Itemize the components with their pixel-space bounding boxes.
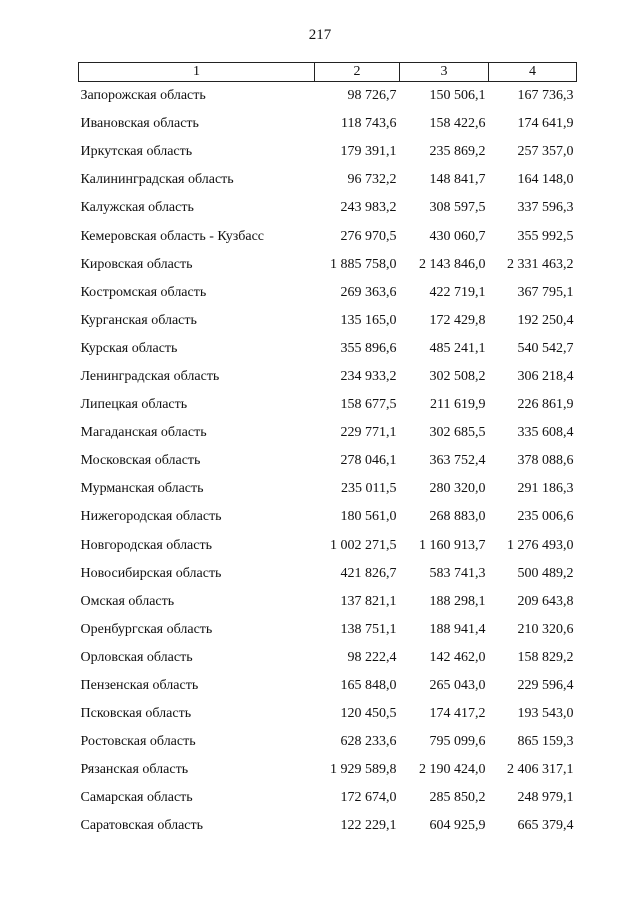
table-row — [79, 560, 577, 588]
region-name-cell: Псковская область — [80, 706, 192, 722]
value-col-3-cell: 1 160 913,7 — [419, 537, 486, 553]
value-col-3-cell: 148 841,7 — [429, 172, 486, 188]
value-col-4-cell: 209 643,8 — [517, 593, 574, 609]
value-col-2-cell: 278 046,1 — [340, 453, 397, 469]
value-col-2-cell: 122 229,1 — [340, 818, 397, 834]
region-name-cell: Новгородская область — [80, 537, 212, 553]
table-row — [79, 475, 577, 503]
region-name-cell: Самарская область — [80, 790, 193, 806]
table-row — [79, 82, 577, 111]
table-row — [79, 138, 577, 166]
table-row — [79, 812, 577, 840]
table-row — [79, 672, 577, 700]
value-col-3-cell: 235 869,2 — [429, 144, 486, 160]
value-col-2-cell: 276 970,5 — [340, 228, 397, 244]
table-row — [79, 307, 577, 335]
region-name-cell: Омская область — [80, 593, 175, 609]
table-row — [79, 503, 577, 531]
value-col-2-cell: 269 363,6 — [340, 284, 397, 300]
data-table — [78, 62, 577, 841]
table-row — [79, 251, 577, 279]
value-col-4-cell: 335 608,4 — [517, 425, 574, 441]
value-col-4-cell: 865 159,3 — [517, 734, 574, 750]
header-row — [79, 63, 577, 82]
value-col-2-cell: 120 450,5 — [340, 706, 397, 722]
value-col-3-cell: 795 099,6 — [429, 734, 486, 750]
value-col-4-cell: 229 596,4 — [517, 678, 574, 694]
region-name-cell: Курганская область — [80, 312, 197, 328]
region-name-cell: Кемеровская область - Кузбасс — [80, 228, 265, 244]
table-row — [79, 532, 577, 560]
value-col-2-cell: 628 233,6 — [340, 734, 397, 750]
region-name-cell: Ивановская область — [80, 116, 199, 132]
table-row — [79, 756, 577, 784]
value-col-3-cell: 174 417,2 — [429, 706, 486, 722]
column-header-2: 2 — [315, 63, 400, 82]
value-col-4-cell: 291 186,3 — [517, 481, 574, 497]
value-col-2-cell: 138 751,1 — [340, 621, 397, 637]
value-col-4-cell: 174 641,9 — [517, 116, 574, 132]
region-name-cell: Калужская область — [80, 200, 194, 216]
column-header-1: 1 — [79, 63, 315, 82]
table-row — [79, 447, 577, 475]
value-col-2-cell: 229 771,1 — [340, 425, 397, 441]
value-col-2-cell: 179 391,1 — [340, 144, 397, 160]
value-col-4-cell: 192 250,4 — [517, 312, 574, 328]
table-row — [79, 279, 577, 307]
column-header-3: 3 — [400, 63, 489, 82]
table-body — [79, 82, 577, 841]
value-col-3-cell: 188 298,1 — [429, 593, 486, 609]
value-col-3-cell: 188 941,4 — [429, 621, 486, 637]
table-row — [79, 644, 577, 672]
value-col-3-cell: 211 619,9 — [430, 397, 486, 413]
value-col-2-cell: 1 929 589,8 — [330, 762, 397, 778]
value-col-4-cell: 540 542,7 — [517, 340, 574, 356]
column-header-4: 4 — [489, 63, 577, 82]
table-row — [79, 335, 577, 363]
region-name-cell: Оренбургская область — [80, 621, 213, 637]
value-col-4-cell: 378 088,6 — [517, 453, 574, 469]
table-row — [79, 363, 577, 391]
value-col-4-cell: 257 357,0 — [517, 144, 574, 160]
table-row — [79, 700, 577, 728]
table-row — [79, 110, 577, 138]
value-col-2-cell: 98 222,4 — [347, 649, 397, 665]
region-name-cell: Саратовская область — [80, 818, 204, 834]
table-row — [79, 728, 577, 756]
value-col-3-cell: 285 850,2 — [429, 790, 486, 806]
table-row — [79, 166, 577, 194]
value-col-3-cell: 2 190 424,0 — [419, 762, 486, 778]
table-row — [79, 588, 577, 616]
value-col-3-cell: 265 043,0 — [429, 678, 486, 694]
region-name-cell: Калининградская область — [80, 172, 234, 188]
value-col-3-cell: 604 925,9 — [429, 818, 486, 834]
value-col-2-cell: 98 726,7 — [347, 88, 397, 104]
value-col-2-cell: 118 743,6 — [341, 116, 397, 132]
value-col-3-cell: 280 320,0 — [429, 481, 486, 497]
table-row — [79, 784, 577, 812]
value-col-4-cell: 158 829,2 — [517, 649, 574, 665]
region-name-cell: Курская область — [80, 340, 178, 356]
table-row — [79, 391, 577, 419]
value-col-3-cell: 158 422,6 — [429, 116, 486, 132]
region-name-cell: Липецкая область — [80, 397, 188, 413]
value-col-2-cell: 421 826,7 — [340, 565, 397, 581]
region-name-cell: Новосибирская область — [80, 565, 222, 581]
region-name-cell: Рязанская область — [80, 762, 189, 778]
value-col-4-cell: 1 276 493,0 — [507, 537, 574, 553]
table-row — [79, 419, 577, 447]
value-col-3-cell: 302 685,5 — [429, 425, 486, 441]
value-col-4-cell: 2 406 317,1 — [507, 762, 574, 778]
region-name-cell: Мурманская область — [80, 481, 204, 497]
value-col-2-cell: 1 002 271,5 — [330, 537, 397, 553]
value-col-3-cell: 422 719,1 — [429, 284, 486, 300]
value-col-4-cell: 367 795,1 — [517, 284, 574, 300]
region-name-cell: Пензенская область — [80, 678, 199, 694]
value-col-2-cell: 243 983,2 — [340, 200, 397, 216]
region-name-cell: Магаданская область — [80, 425, 207, 441]
page-number: 217 — [308, 27, 332, 43]
value-col-2-cell: 1 885 758,0 — [330, 256, 397, 272]
value-col-3-cell: 268 883,0 — [429, 509, 486, 525]
value-col-2-cell: 172 674,0 — [340, 790, 397, 806]
region-name-cell: Запорожская область — [80, 88, 206, 104]
value-col-3-cell: 363 752,4 — [429, 453, 486, 469]
value-col-4-cell: 226 861,9 — [517, 397, 574, 413]
value-col-3-cell: 172 429,8 — [429, 312, 486, 328]
value-col-4-cell: 355 992,5 — [517, 228, 574, 244]
table-row — [79, 194, 577, 222]
value-col-4-cell: 164 148,0 — [517, 172, 574, 188]
value-col-4-cell: 306 218,4 — [517, 368, 574, 384]
value-col-2-cell: 96 732,2 — [347, 172, 397, 188]
table-header — [79, 63, 577, 82]
value-col-2-cell: 135 165,0 — [340, 312, 397, 328]
region-name-cell: Кировская область — [80, 256, 193, 272]
region-name-cell: Ленинградская область — [80, 368, 220, 384]
value-col-2-cell: 180 561,0 — [340, 509, 397, 525]
table-row — [79, 616, 577, 644]
value-col-2-cell: 235 011,5 — [341, 481, 397, 497]
value-col-3-cell: 485 241,1 — [429, 340, 486, 356]
value-col-4-cell: 235 006,6 — [517, 509, 574, 525]
region-name-cell: Орловская область — [80, 649, 193, 665]
region-name-cell: Костромская область — [80, 284, 207, 300]
value-col-2-cell: 137 821,1 — [340, 593, 397, 609]
region-name-cell: Нижегородская область — [80, 509, 222, 525]
value-col-4-cell: 665 379,4 — [517, 818, 574, 834]
value-col-3-cell: 150 506,1 — [429, 88, 486, 104]
table-row — [79, 222, 577, 250]
value-col-4-cell: 248 979,1 — [517, 790, 574, 806]
value-col-2-cell: 158 677,5 — [340, 397, 397, 413]
value-col-4-cell: 210 320,6 — [517, 621, 574, 637]
value-col-3-cell: 302 508,2 — [429, 368, 486, 384]
value-col-3-cell: 2 143 846,0 — [419, 256, 486, 272]
value-col-4-cell: 167 736,3 — [517, 88, 574, 104]
value-col-3-cell: 583 741,3 — [429, 565, 486, 581]
value-col-4-cell: 2 331 463,2 — [507, 256, 574, 272]
region-name-cell: Ростовская область — [80, 734, 196, 750]
value-col-4-cell: 337 596,3 — [517, 200, 574, 216]
value-col-3-cell: 142 462,0 — [429, 649, 486, 665]
value-col-3-cell: 308 597,5 — [429, 200, 486, 216]
value-col-2-cell: 355 896,6 — [340, 340, 397, 356]
value-col-2-cell: 165 848,0 — [340, 678, 397, 694]
value-col-3-cell: 430 060,7 — [429, 228, 486, 244]
value-col-4-cell: 500 489,2 — [517, 565, 574, 581]
region-name-cell: Московская область — [80, 453, 201, 469]
value-col-2-cell: 234 933,2 — [340, 368, 397, 384]
region-name-cell: Иркутская область — [80, 144, 193, 160]
value-col-4-cell: 193 543,0 — [517, 706, 574, 722]
